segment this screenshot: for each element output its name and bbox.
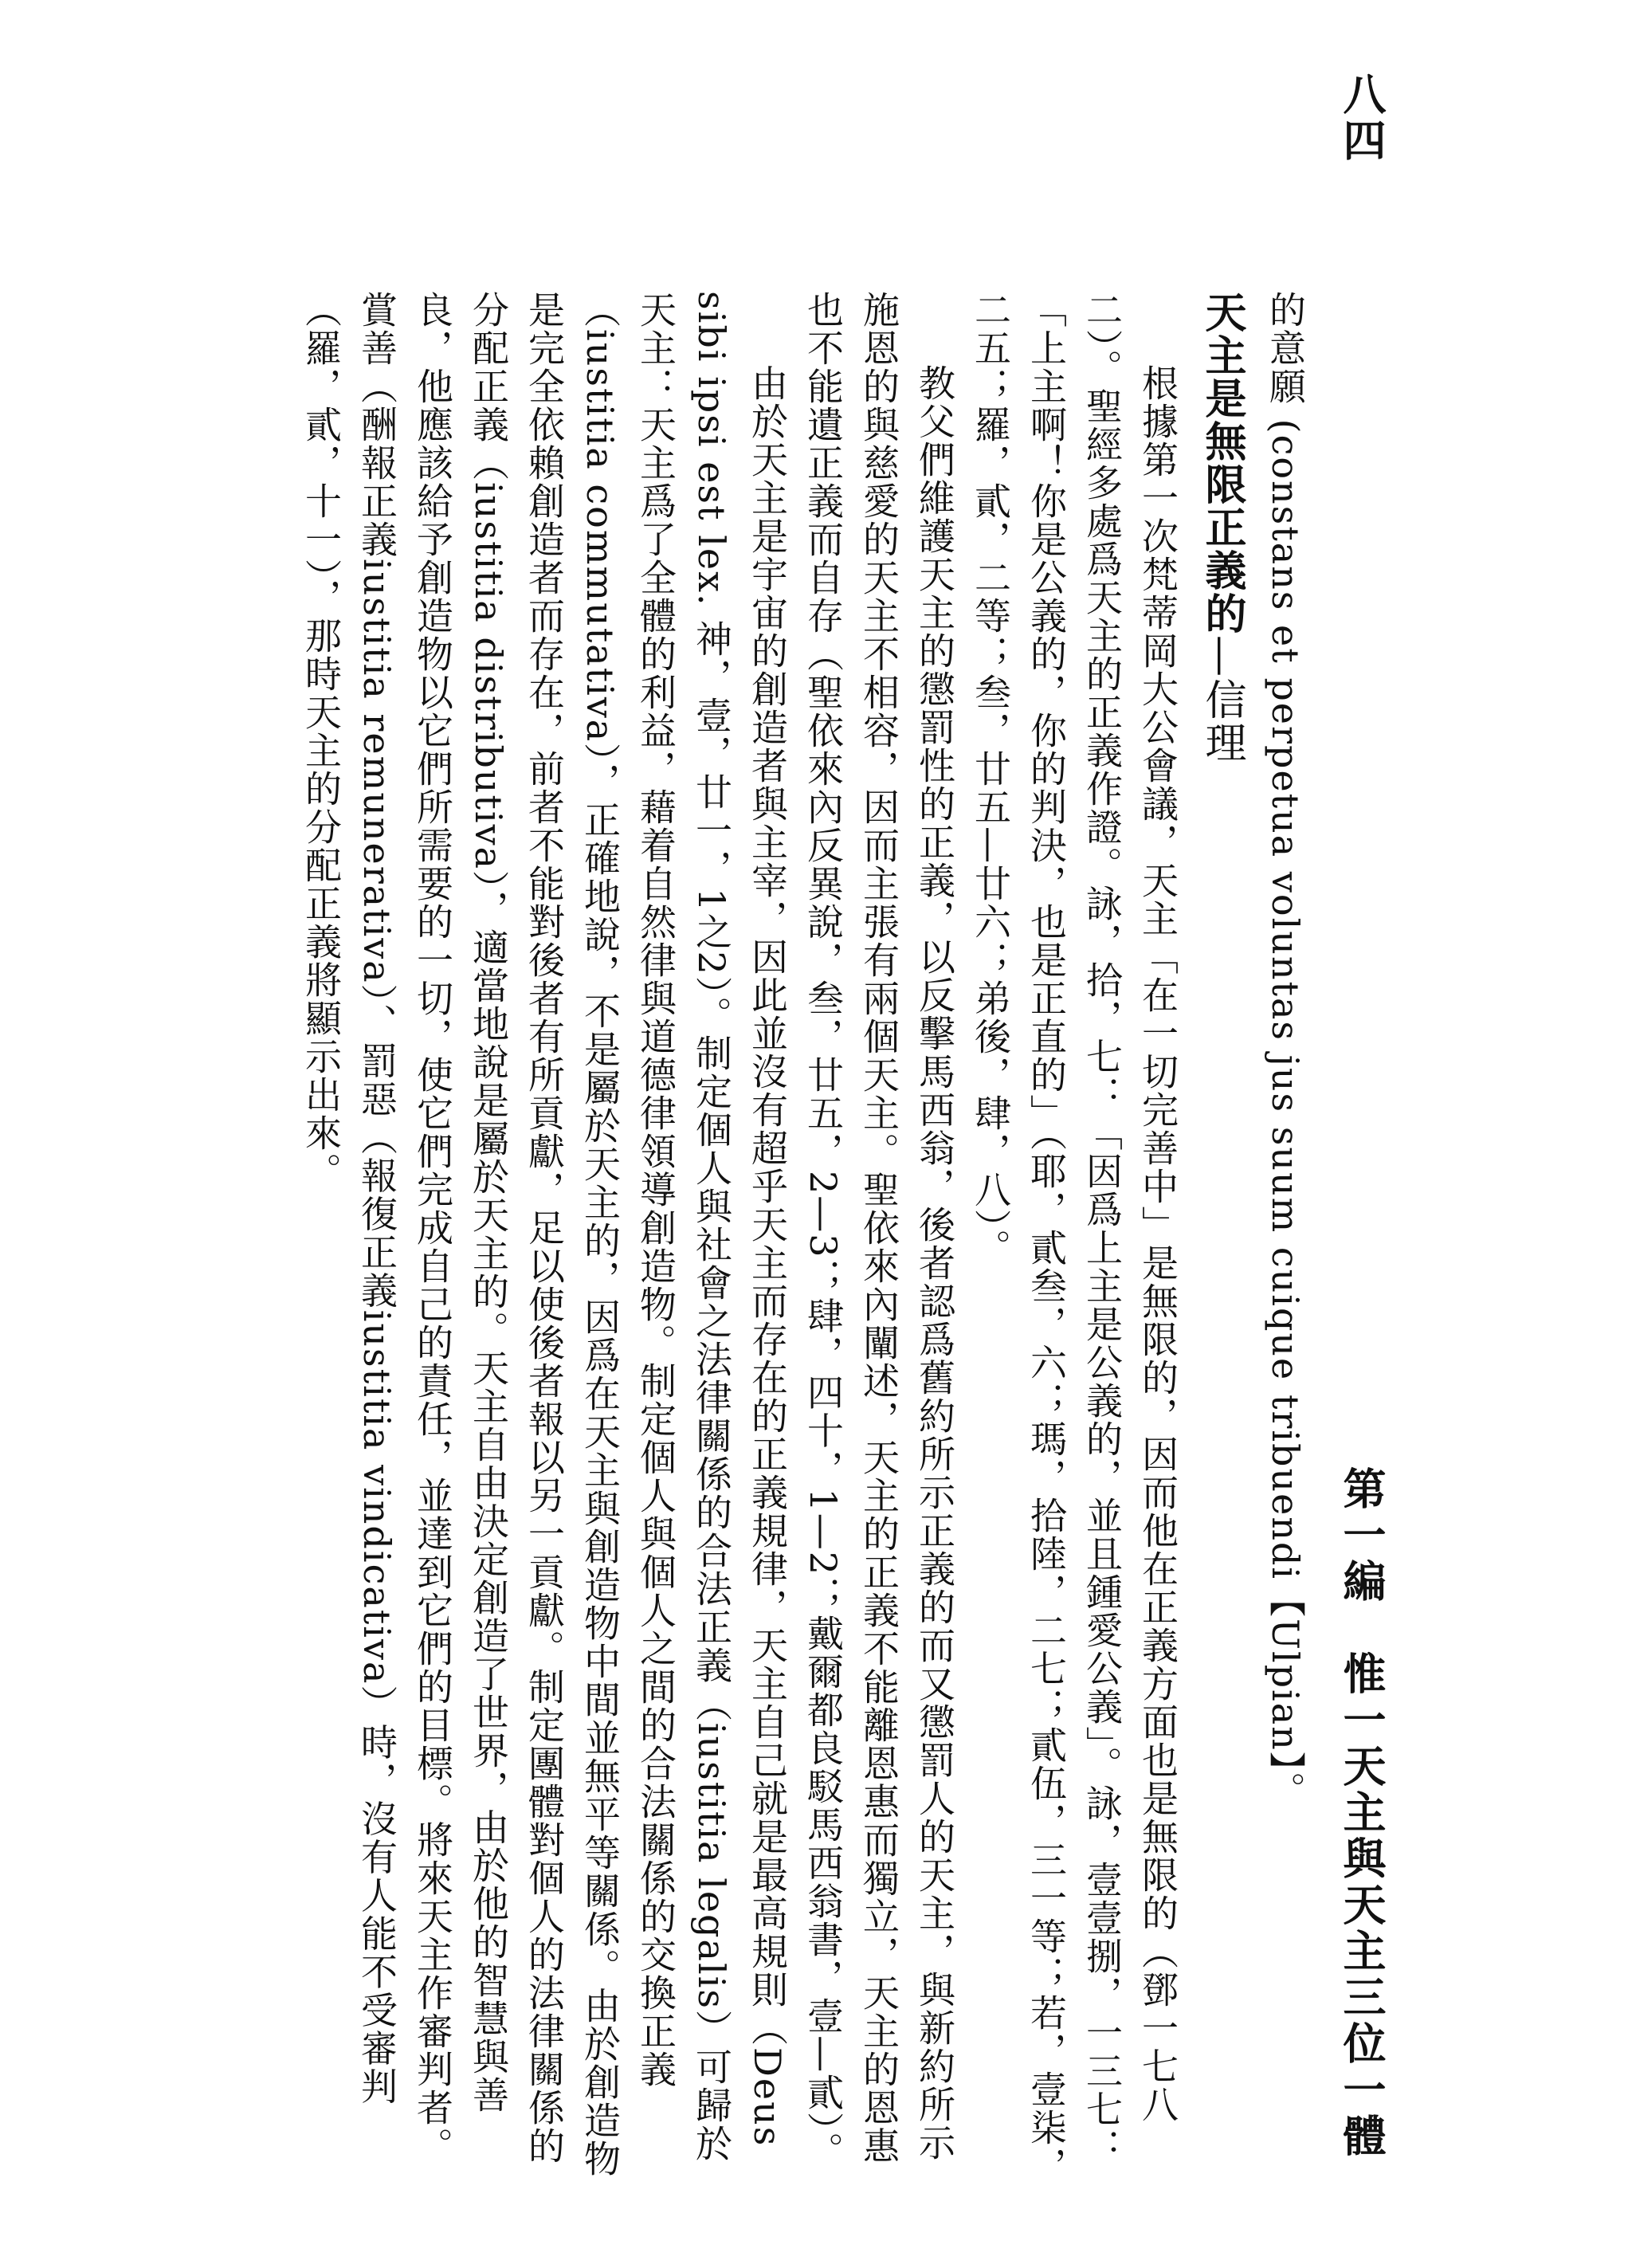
paragraph: 教父們維護天主的懲罰性的正義，以反擊馬西翁，後者認爲舊約所示正義的而又懲罰人的天主，與新約所示施恩的與慈愛的天主不相容，因而主張有兩個天主。聖依來內闡述，天主的正義不能離恩惠而獨立，天主的恩惠也不能遺正義而自存（聖依來內反異說，叁，廿五，2—3；肆，四十，1—2；戴爾都良駁馬西翁書，壹—貳）。 bbox=[802, 291, 956, 2171]
chapter-title: 第一編 惟一天主與天主三位一體 bbox=[1336, 1466, 1387, 2160]
page-number: 八四 bbox=[1336, 72, 1387, 164]
paragraph: 的意願 (constans et perpetua voluntas jus suum cuique tribuendi【Ulpian】。 bbox=[1264, 291, 1307, 1810]
paragraph: 由於天主是宇宙的創造者與主宰，因此並沒有超乎天主而存在的正義規律，天主自己就是最高規則（Deus sibi ipsi est lex. 神，壹，廿一，1之2）。制定個人與社會之法律關係的合法正義（iustitia legalis）可歸於天主：天主爲了全體的利益，藉着自然律與道德律領導創造物。制定個人與個人之間的合法關係的交換正義（iustitia commutativa），正確地說，不是屬於天主的，因爲在天主與創造物中間並無平等關係。由於創造物是完全依賴創造者而存在，前者不能對後者有所貢獻，足以使後者報以另一貢獻。制定團體對個人的法律關係的分配正義（iustitia distributiva），適當地說是屬於天主的。天主自由決定創造了世界，由於他的智慧與善良，他應該給予創造物以它們所需要的一切，使它們完成自己的責任，並達到它們的目標。將來天主作審判者。賞善（酬報正義iustitia remunerativa）、罰惡（報復正義iustitia vindicativa）時，沒有人能不受審判（羅，貳，十一），那時天主的分配正義將顯示出來。 bbox=[300, 291, 789, 2179]
section-heading bbox=[1186, 291, 1257, 2188]
body-text bbox=[293, 291, 1313, 2188]
paragraph: 根據第一次梵蒂岡大公會議，天主「在一切完善中」是無限的，因而他在正義方面也是無限的（鄧一七八二）。聖經多處爲天主的正義作證。詠，拾，七：「因爲上主是公義的，並且鍾愛公義」。詠，壹壹捌，一三七：「上主啊！你是公義的，你的判決，也是正直的」（耶，貳叁，六；瑪，拾陸，二七；貳伍，三一等；若，壹柒，二五；羅，貳，二等；叁，廿五—廿六；弟後，肆，八）。 bbox=[969, 291, 1179, 2185]
section-heading-title: 天主是無限正義的 bbox=[1198, 291, 1246, 635]
running-header bbox=[1305, 72, 1393, 2160]
section-heading-qualifier: —信理 bbox=[1198, 635, 1246, 764]
